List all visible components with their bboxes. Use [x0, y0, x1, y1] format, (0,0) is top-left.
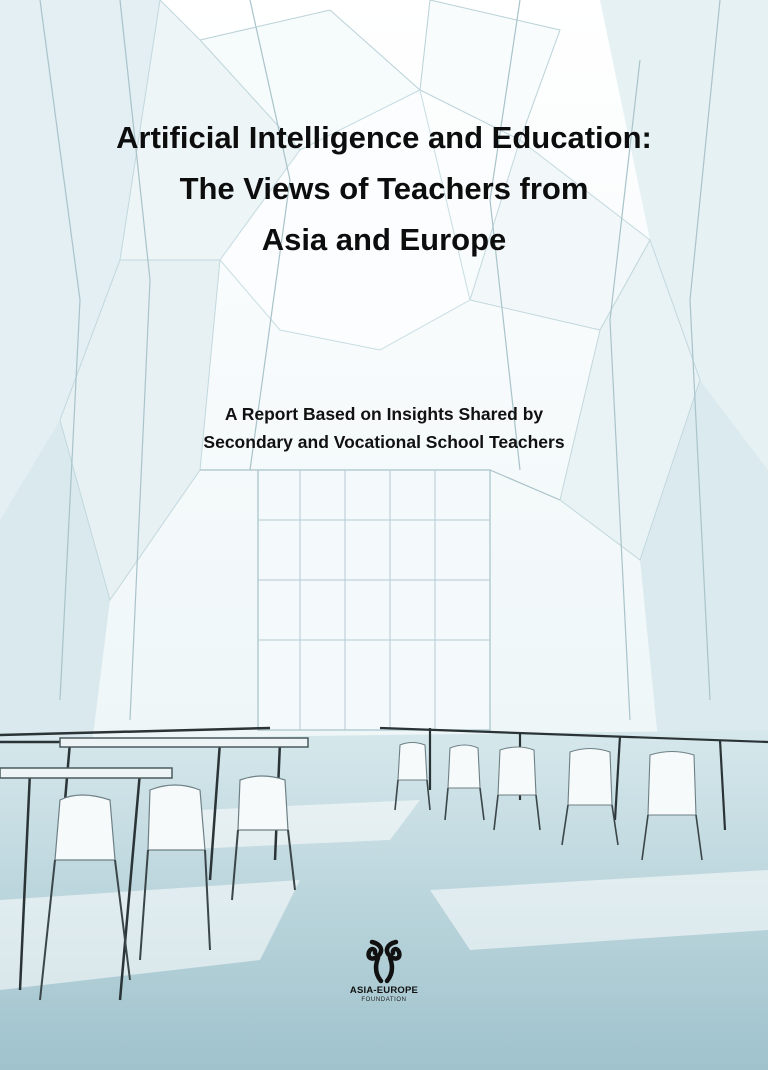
subtitle-line-2: Secondary and Vocational School Teachers: [203, 432, 565, 452]
asef-logo-icon: [363, 938, 405, 984]
asef-logo: [344, 938, 424, 1028]
logo-name: ASIA-EUROPE: [349, 985, 419, 996]
title-line-1: Artificial Intelligence and Education:: [116, 120, 652, 155]
report-title: [0, 112, 768, 265]
logo-subtitle: FOUNDATION: [361, 997, 407, 1003]
report-subtitle: [0, 400, 768, 456]
title-line-3: Asia and Europe: [261, 222, 507, 257]
title-line-2: The Views of Teachers from: [179, 171, 589, 206]
subtitle-line-1: A Report Based on Insights Shared by: [224, 404, 544, 424]
